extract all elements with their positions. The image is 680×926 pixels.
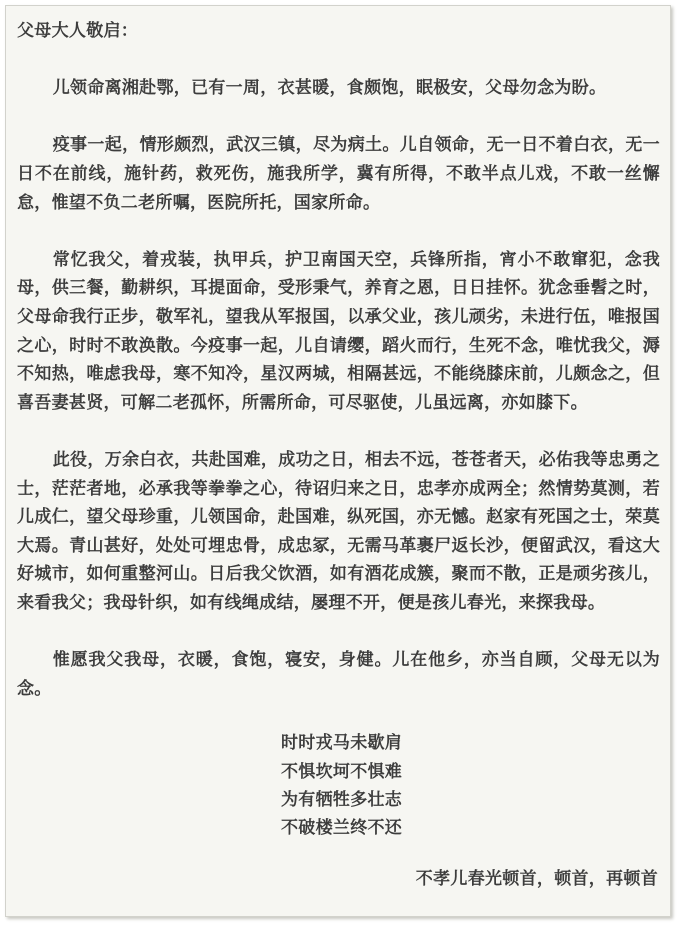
paragraph-memories: 常忆我父，着戎装，执甲兵，护卫南国天空，兵锋所指，宵小不敢窜犯，念我母，供三餐，勤耕织，耳提面命，受形秉气，养育之恩，日日挂怀。犹念垂髫之时，父母命我行正步，敬军礼，望我从军报国，以承父业，孩儿顽劣，未进行伍，唯报国之心，时时不敢涣散。今疫事一起，儿自请缨，蹈火而行，生死不念，唯忧我父，溽不知热，唯虑我母，寒不知冷，星汉两城，相隔甚远，不能绕膝床前，儿颇念之，但喜吾妻甚贤，可解二老孤怀，所需所命，可尽驱使，儿虽远离，亦如膝下。 <box>17 249 660 413</box>
paragraph-battle: 此役，万余白衣，共赴国难，成功之日，相去不远，苍苍者天，必佑我等忠勇之士，茫茫者地，必承我等拳拳之心，待诏归来之日，忠孝亦成两全；然情势莫测，若儿成仁，望父母珍重，儿领国命，赴国难，纵死国，亦无憾。赵家有死国之士，荣莫大焉。青山甚好，处处可埋忠骨，成忠冢，无需马革裹尸返长沙，便留武汉，看这大好城市，如何重整河山。日后我父饮酒，如有酒花成簇，聚而不散，正是顽劣孩儿，来看我父；我母针织，如有线绳成结，屡理不开，便是孩儿春光，来探我母。 <box>17 449 660 613</box>
paragraph-wishes: 惟愿我父我母，衣暖，食饱，寝安，身健。儿在他乡，亦当自顾，父母无以为念。 <box>17 650 660 699</box>
paragraph-arrival: 儿领命离湘赴鄂，已有一周，衣甚暖，食颇饱，眠极安，父母勿念为盼。 <box>52 78 607 99</box>
poem-line: 为有牺牲多壮志 <box>281 790 403 811</box>
poem-line: 时时戎马未歇肩 <box>281 733 403 754</box>
poem <box>17 729 660 843</box>
salutation: 父母大人敬启： <box>17 21 139 41</box>
signature: 不孝儿春光顿首，顿首，再顿首 <box>415 868 658 889</box>
poem-line: 不惧坎坷不惧难 <box>281 761 403 782</box>
poem-line: 不破楼兰终不还 <box>281 818 403 839</box>
letter-sheet <box>5 5 671 917</box>
paragraph-epidemic: 疫事一起，情形颇烈，武汉三镇，尽为病土。儿自领命，无一日不着白衣，无一日不在前线，施针药，救死伤，施我所学，冀有所得，不敢半点儿戏，不敢一丝懈怠，惟望不负二老所嘱，医院所托，国家所命。 <box>17 135 660 213</box>
